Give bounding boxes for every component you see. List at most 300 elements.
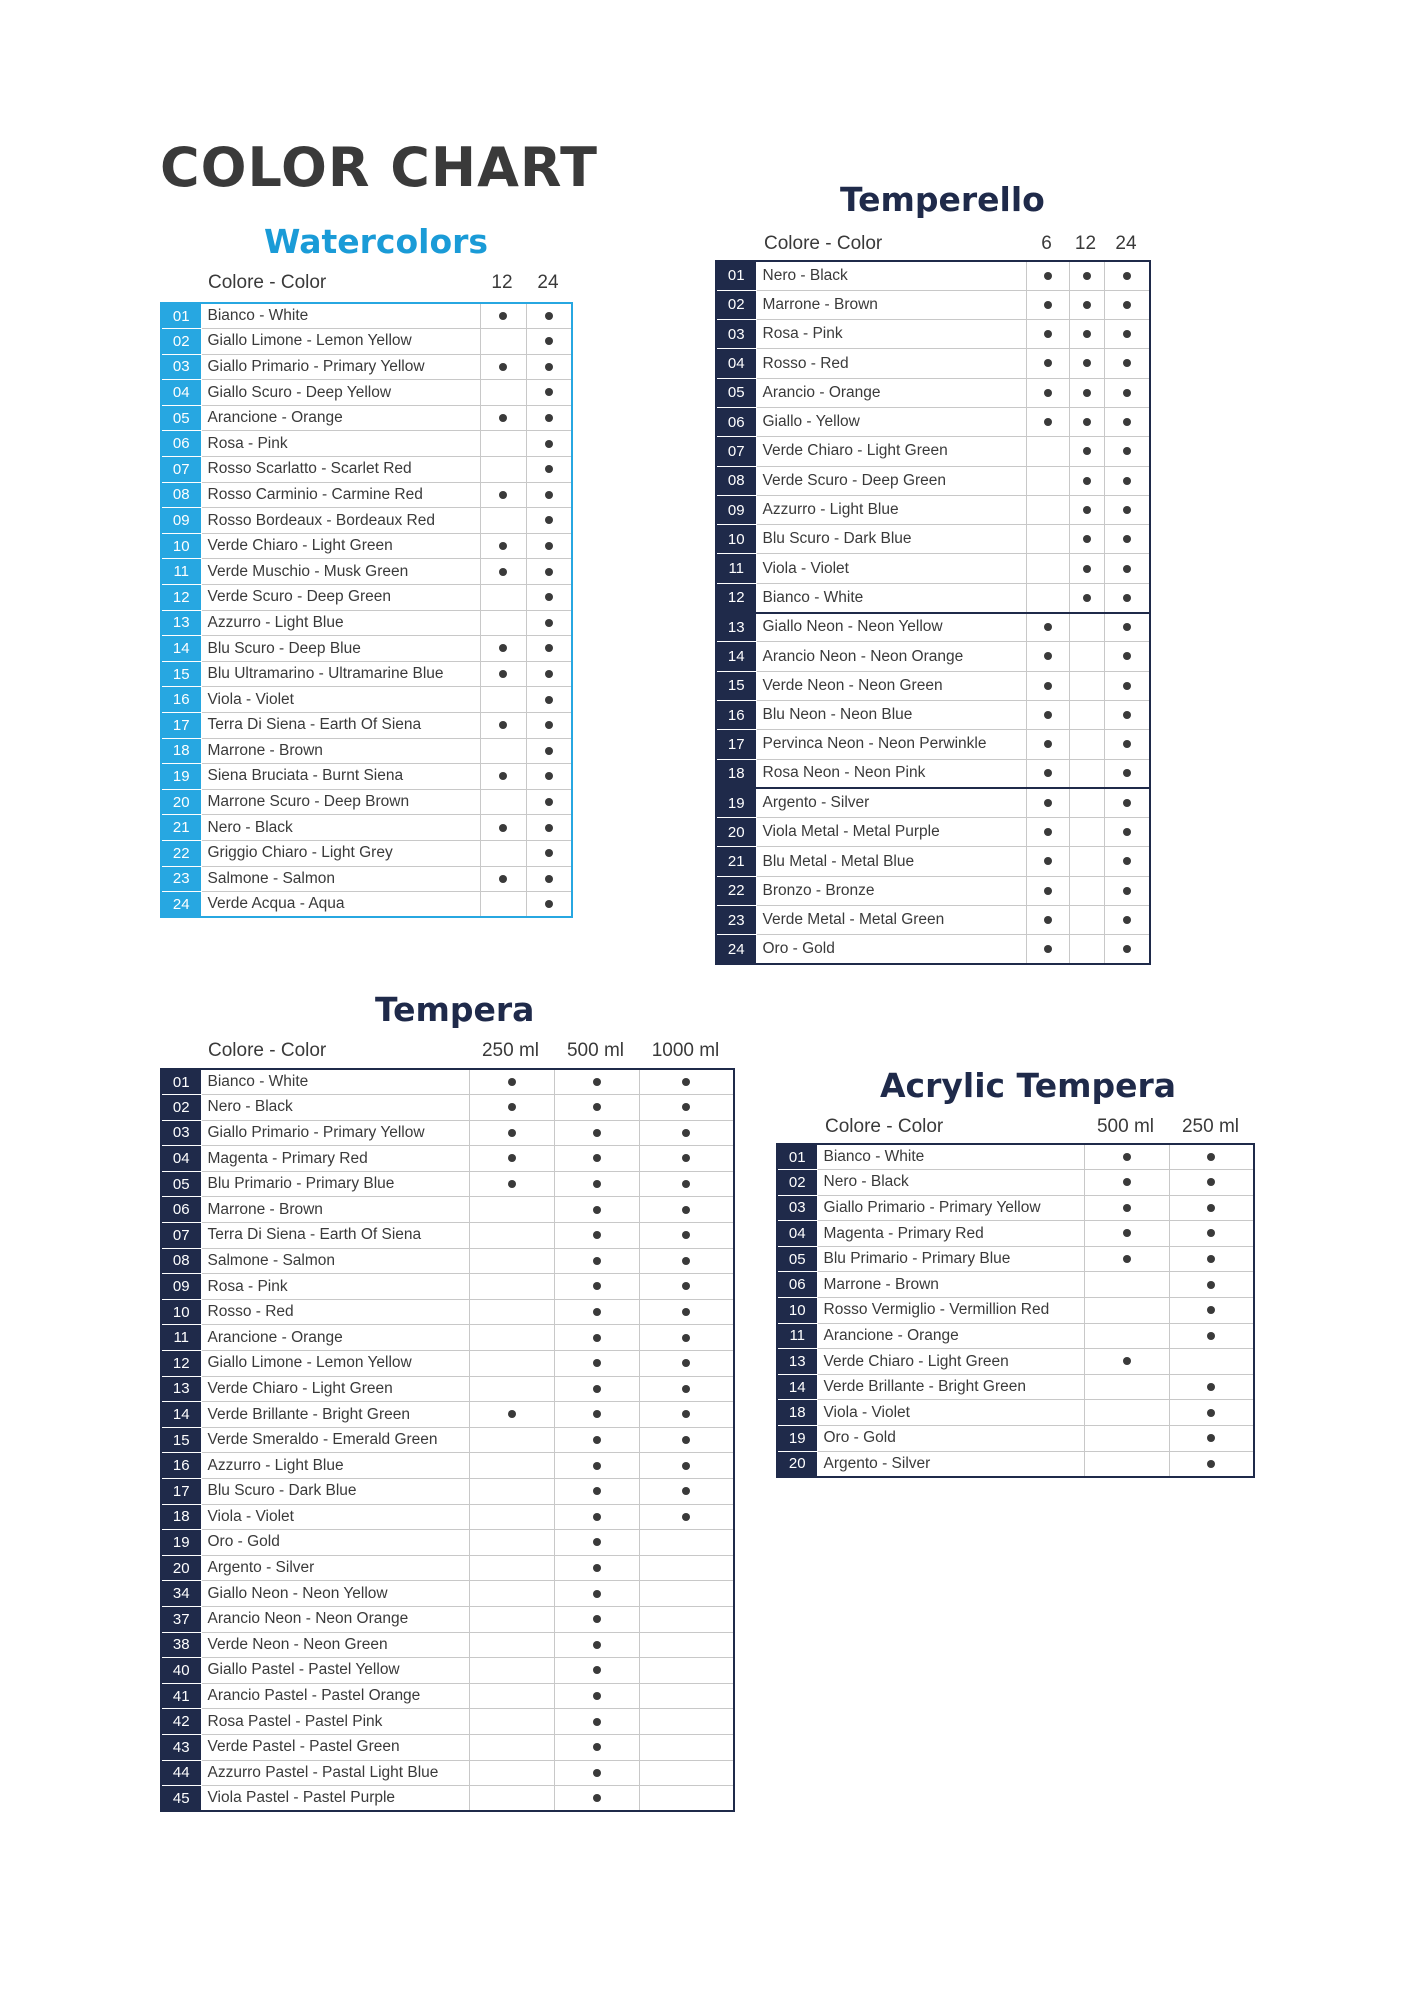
color-number: 19	[161, 764, 201, 790]
availability-cell	[1104, 906, 1150, 935]
color-name: Terra Di Siena - Earth Of Siena	[201, 1223, 469, 1249]
availability-cell	[554, 1351, 639, 1377]
availability-cell	[469, 1555, 554, 1581]
availability-cell	[469, 1734, 554, 1760]
color-name: Verde Scuro - Deep Green	[201, 585, 480, 611]
availability-cell	[639, 1504, 734, 1530]
availability-cell	[1069, 847, 1104, 876]
available-dot-icon	[545, 363, 553, 371]
available-dot-icon	[1123, 535, 1131, 543]
availability-cell	[526, 866, 572, 892]
availability-cell	[480, 508, 526, 534]
availability-cell	[1069, 642, 1104, 671]
available-dot-icon	[1044, 945, 1052, 953]
availability-cell	[469, 1299, 554, 1325]
availability-cell	[1169, 1298, 1254, 1324]
availability-cell	[554, 1171, 639, 1197]
available-dot-icon	[593, 1513, 601, 1521]
color-name: Blu Scuro - Dark Blue	[756, 525, 1026, 554]
availability-cell	[526, 892, 572, 918]
available-dot-icon	[682, 1410, 690, 1418]
color-number: 12	[716, 583, 756, 612]
available-dot-icon	[682, 1129, 690, 1137]
available-dot-icon	[1123, 1178, 1131, 1186]
table-row	[777, 1195, 1254, 1221]
watercolors-size-header: 24	[537, 272, 559, 293]
availability-cell	[554, 1709, 639, 1735]
available-dot-icon	[545, 772, 553, 780]
availability-cell	[554, 1069, 639, 1095]
availability-cell	[469, 1376, 554, 1402]
available-dot-icon	[593, 1462, 601, 1470]
available-dot-icon	[1044, 711, 1052, 719]
table-row	[161, 815, 572, 841]
available-dot-icon	[593, 1206, 601, 1214]
color-name: Bianco - White	[817, 1144, 1084, 1170]
color-number: 11	[716, 554, 756, 583]
availability-cell	[1026, 378, 1069, 407]
available-dot-icon	[499, 875, 507, 883]
available-dot-icon	[1083, 272, 1091, 280]
color-name: Nero - Black	[201, 815, 480, 841]
color-number: 06	[161, 431, 201, 457]
color-name: Magenta - Primary Red	[817, 1221, 1084, 1247]
availability-cell	[1026, 788, 1069, 817]
availability-cell	[1104, 642, 1150, 671]
table-row	[777, 1170, 1254, 1196]
availability-cell	[480, 380, 526, 406]
color-name: Blu Scuro - Dark Blue	[201, 1479, 469, 1505]
availability-cell	[1069, 466, 1104, 495]
available-dot-icon	[682, 1282, 690, 1290]
color-number: 02	[716, 290, 756, 319]
availability-cell	[480, 482, 526, 508]
availability-cell	[1026, 730, 1069, 759]
available-dot-icon	[1123, 506, 1131, 514]
availability-cell	[1069, 554, 1104, 583]
availability-cell	[1069, 730, 1104, 759]
color-number: 24	[161, 892, 201, 918]
available-dot-icon	[1123, 389, 1131, 397]
availability-cell	[1084, 1349, 1169, 1375]
availability-cell	[526, 840, 572, 866]
available-dot-icon	[1207, 1383, 1215, 1391]
table-row	[716, 818, 1150, 847]
color-name: Viola - Violet	[201, 1504, 469, 1530]
availability-cell	[469, 1223, 554, 1249]
available-dot-icon	[545, 721, 553, 729]
availability-cell	[639, 1530, 734, 1556]
availability-cell	[1026, 349, 1069, 378]
availability-cell	[526, 329, 572, 355]
table-row	[161, 713, 572, 739]
available-dot-icon	[593, 1282, 601, 1290]
available-dot-icon	[682, 1487, 690, 1495]
availability-cell	[1104, 320, 1150, 349]
available-dot-icon	[499, 670, 507, 678]
availability-cell	[480, 610, 526, 636]
table-row	[161, 508, 572, 534]
available-dot-icon	[1044, 272, 1052, 280]
color-name: Marrone - Brown	[201, 738, 480, 764]
available-dot-icon	[593, 1308, 601, 1316]
availability-cell	[1104, 818, 1150, 847]
availability-cell	[469, 1351, 554, 1377]
color-name: Blu Primario - Primary Blue	[201, 1171, 469, 1197]
available-dot-icon	[682, 1231, 690, 1239]
available-dot-icon	[682, 1308, 690, 1316]
table-row	[716, 261, 1150, 290]
color-name: Verde Chiaro - Light Green	[756, 437, 1026, 466]
availability-cell	[1104, 788, 1150, 817]
available-dot-icon	[499, 824, 507, 832]
table-row	[161, 482, 572, 508]
color-number: 06	[161, 1197, 201, 1223]
available-dot-icon	[1207, 1281, 1215, 1289]
table-row	[161, 738, 572, 764]
availability-cell	[526, 636, 572, 662]
color-name: Viola Pastel - Pastel Purple	[201, 1786, 469, 1812]
table-row	[777, 1272, 1254, 1298]
color-name: Siena Bruciata - Burnt Siena	[201, 764, 480, 790]
table-row	[161, 1427, 734, 1453]
availability-cell	[639, 1402, 734, 1428]
availability-cell	[1104, 730, 1150, 759]
availability-cell	[469, 1402, 554, 1428]
available-dot-icon	[1123, 828, 1131, 836]
availability-cell	[1104, 935, 1150, 964]
color-number: 08	[716, 466, 756, 495]
available-dot-icon	[1123, 418, 1131, 426]
availability-cell	[1084, 1400, 1169, 1426]
available-dot-icon	[545, 900, 553, 908]
available-dot-icon	[1083, 301, 1091, 309]
color-name: Rosa Neon - Neon Pink	[756, 759, 1026, 788]
color-number: 02	[777, 1170, 817, 1196]
availability-cell	[554, 1504, 639, 1530]
availability-cell	[1069, 759, 1104, 788]
available-dot-icon	[1207, 1229, 1215, 1237]
availability-cell	[1104, 261, 1150, 290]
availability-cell	[480, 661, 526, 687]
available-dot-icon	[1083, 418, 1091, 426]
color-number: 18	[777, 1400, 817, 1426]
table-row	[716, 906, 1150, 935]
available-dot-icon	[508, 1129, 516, 1137]
availability-cell	[480, 764, 526, 790]
availability-cell	[480, 789, 526, 815]
availability-cell	[1026, 320, 1069, 349]
color-number: 16	[161, 687, 201, 713]
color-number: 12	[161, 585, 201, 611]
availability-cell	[469, 1120, 554, 1146]
available-dot-icon	[545, 696, 553, 704]
color-number: 05	[716, 378, 756, 407]
color-name: Verde Chiaro - Light Green	[201, 533, 480, 559]
watercolors-title: Watercolors	[264, 222, 489, 261]
availability-cell	[526, 354, 572, 380]
available-dot-icon	[1044, 916, 1052, 924]
table-row	[161, 533, 572, 559]
availability-cell	[480, 713, 526, 739]
color-name: Argento - Silver	[201, 1555, 469, 1581]
temperello-size-header: 12	[1074, 233, 1097, 254]
color-number: 40	[161, 1658, 201, 1684]
availability-cell	[480, 559, 526, 585]
availability-cell	[639, 1325, 734, 1351]
availability-cell	[469, 1248, 554, 1274]
color-number: 19	[161, 1530, 201, 1556]
availability-cell	[554, 1786, 639, 1812]
availability-cell	[526, 303, 572, 329]
color-name: Azzurro - Light Blue	[201, 1453, 469, 1479]
color-number: 15	[161, 661, 201, 687]
color-number: 41	[161, 1683, 201, 1709]
color-number: 01	[161, 303, 201, 329]
color-number: 19	[716, 788, 756, 817]
color-name: Arancio Pastel - Pastel Orange	[201, 1683, 469, 1709]
availability-cell	[1104, 349, 1150, 378]
color-number: 05	[161, 405, 201, 431]
available-dot-icon	[499, 568, 507, 576]
availability-cell	[480, 738, 526, 764]
availability-cell	[526, 789, 572, 815]
availability-cell	[554, 1658, 639, 1684]
color-number: 05	[161, 1171, 201, 1197]
availability-cell	[1069, 876, 1104, 905]
color-name: Azzurro Pastel - Pastal Light Blue	[201, 1760, 469, 1786]
color-number: 37	[161, 1606, 201, 1632]
available-dot-icon	[1044, 359, 1052, 367]
availability-cell	[554, 1760, 639, 1786]
table-row	[161, 661, 572, 687]
available-dot-icon	[593, 1615, 601, 1623]
available-dot-icon	[1123, 769, 1131, 777]
color-number: 42	[161, 1709, 201, 1735]
table-row	[161, 840, 572, 866]
available-dot-icon	[1123, 945, 1131, 953]
available-dot-icon	[1123, 887, 1131, 895]
color-name: Arancione - Orange	[201, 1325, 469, 1351]
availability-cell	[554, 1479, 639, 1505]
table-row	[161, 303, 572, 329]
table-row	[161, 1606, 734, 1632]
availability-cell	[1026, 554, 1069, 583]
table-row	[716, 407, 1150, 436]
table-row	[716, 495, 1150, 524]
availability-cell	[480, 815, 526, 841]
available-dot-icon	[1207, 1255, 1215, 1263]
available-dot-icon	[499, 491, 507, 499]
availability-cell	[1069, 495, 1104, 524]
available-dot-icon	[682, 1334, 690, 1342]
table-row	[716, 613, 1150, 642]
color-number: 10	[161, 533, 201, 559]
availability-cell	[480, 840, 526, 866]
availability-cell	[1069, 935, 1104, 964]
availability-cell	[526, 610, 572, 636]
available-dot-icon	[1044, 682, 1052, 690]
available-dot-icon	[593, 1718, 601, 1726]
color-number: 22	[716, 876, 756, 905]
table-row	[716, 730, 1150, 759]
color-name: Verde Neon - Neon Green	[756, 671, 1026, 700]
availability-cell	[469, 1479, 554, 1505]
availability-cell	[554, 1248, 639, 1274]
color-name: Verde Neon - Neon Green	[201, 1632, 469, 1658]
acrylic-tempera-color-header: Colore - Color	[825, 1116, 944, 1137]
color-name: Marrone Scuro - Deep Brown	[201, 789, 480, 815]
table-row	[716, 788, 1150, 817]
table-row	[161, 329, 572, 355]
color-name: Rosa - Pink	[201, 1274, 469, 1300]
color-number: 09	[716, 495, 756, 524]
color-name: Blu Scuro - Deep Blue	[201, 636, 480, 662]
tempera-color-header: Colore - Color	[208, 1040, 327, 1061]
availability-cell	[1169, 1195, 1254, 1221]
table-row	[716, 759, 1150, 788]
color-name: Giallo Scuro - Deep Yellow	[201, 380, 480, 406]
acrylic-tempera-table	[776, 1143, 1255, 1478]
color-number: 14	[161, 636, 201, 662]
available-dot-icon	[1083, 447, 1091, 455]
table-row	[161, 1632, 734, 1658]
table-row	[777, 1349, 1254, 1375]
color-number: 20	[777, 1451, 817, 1477]
available-dot-icon	[1083, 594, 1091, 602]
temperello-table	[715, 260, 1151, 965]
table-row	[161, 457, 572, 483]
availability-cell	[1104, 466, 1150, 495]
available-dot-icon	[1207, 1178, 1215, 1186]
color-name: Azzurro - Light Blue	[201, 610, 480, 636]
color-name: Oro - Gold	[817, 1426, 1084, 1452]
color-name: Marrone - Brown	[817, 1272, 1084, 1298]
table-row	[716, 700, 1150, 729]
availability-cell	[469, 1530, 554, 1556]
available-dot-icon	[508, 1180, 516, 1188]
availability-cell	[1026, 671, 1069, 700]
color-name: Arancione - Orange	[817, 1323, 1084, 1349]
available-dot-icon	[545, 337, 553, 345]
availability-cell	[1069, 349, 1104, 378]
tempera-title: Tempera	[375, 990, 535, 1029]
color-name: Rosso - Red	[756, 349, 1026, 378]
availability-cell	[526, 585, 572, 611]
availability-cell	[469, 1606, 554, 1632]
available-dot-icon	[1123, 740, 1131, 748]
availability-cell	[639, 1658, 734, 1684]
available-dot-icon	[682, 1154, 690, 1162]
availability-cell	[554, 1402, 639, 1428]
table-row	[716, 671, 1150, 700]
availability-cell	[639, 1120, 734, 1146]
available-dot-icon	[1044, 857, 1052, 865]
availability-cell	[639, 1223, 734, 1249]
availability-cell	[1084, 1298, 1169, 1324]
availability-cell	[480, 329, 526, 355]
color-name: Rosso Carminio - Carmine Red	[201, 482, 480, 508]
color-name: Bronzo - Bronze	[756, 876, 1026, 905]
color-number: 09	[161, 508, 201, 534]
table-row	[161, 1658, 734, 1684]
table-row	[161, 1069, 734, 1095]
availability-cell	[480, 533, 526, 559]
color-name: Giallo - Yellow	[756, 407, 1026, 436]
available-dot-icon	[1207, 1409, 1215, 1417]
availability-cell	[1069, 407, 1104, 436]
color-name: Verde Chiaro - Light Green	[817, 1349, 1084, 1375]
color-number: 02	[161, 1095, 201, 1121]
table-row	[716, 876, 1150, 905]
available-dot-icon	[593, 1410, 601, 1418]
color-number: 01	[777, 1144, 817, 1170]
availability-cell	[1069, 320, 1104, 349]
available-dot-icon	[545, 414, 553, 422]
available-dot-icon	[499, 772, 507, 780]
availability-cell	[1104, 407, 1150, 436]
table-row	[161, 789, 572, 815]
availability-cell	[526, 482, 572, 508]
color-number: 03	[161, 354, 201, 380]
availability-cell	[639, 1453, 734, 1479]
color-name: Giallo Neon - Neon Yellow	[201, 1581, 469, 1607]
availability-cell	[639, 1274, 734, 1300]
availability-cell	[639, 1786, 734, 1812]
tempera-size-header: 250 ml	[481, 1040, 540, 1061]
available-dot-icon	[682, 1180, 690, 1188]
availability-cell	[469, 1504, 554, 1530]
availability-cell	[639, 1069, 734, 1095]
available-dot-icon	[508, 1103, 516, 1111]
color-name: Verde Chiaro - Light Green	[201, 1376, 469, 1402]
color-number: 13	[716, 613, 756, 642]
available-dot-icon	[593, 1564, 601, 1572]
available-dot-icon	[1044, 799, 1052, 807]
available-dot-icon	[508, 1410, 516, 1418]
table-row	[161, 1479, 734, 1505]
table-row	[161, 585, 572, 611]
color-number: 01	[161, 1069, 201, 1095]
availability-cell	[480, 585, 526, 611]
color-number: 45	[161, 1786, 201, 1812]
table-row	[161, 1581, 734, 1607]
available-dot-icon	[545, 516, 553, 524]
color-name: Giallo Primario - Primary Yellow	[201, 354, 480, 380]
watercolors-color-header: Colore - Color	[208, 272, 327, 293]
color-number: 17	[716, 730, 756, 759]
availability-cell	[554, 1606, 639, 1632]
color-name: Nero - Black	[756, 261, 1026, 290]
availability-cell	[1069, 671, 1104, 700]
availability-cell	[554, 1146, 639, 1172]
table-row	[161, 1274, 734, 1300]
color-number: 21	[716, 847, 756, 876]
available-dot-icon	[593, 1538, 601, 1546]
table-row	[777, 1221, 1254, 1247]
color-number: 20	[716, 818, 756, 847]
availability-cell	[469, 1453, 554, 1479]
table-row	[161, 1146, 734, 1172]
color-name: Terra Di Siena - Earth Of Siena	[201, 713, 480, 739]
availability-cell	[469, 1581, 554, 1607]
availability-cell	[1104, 671, 1150, 700]
color-number: 10	[777, 1298, 817, 1324]
availability-cell	[1069, 906, 1104, 935]
color-name: Nero - Black	[817, 1170, 1084, 1196]
availability-cell	[554, 1734, 639, 1760]
availability-cell	[1069, 525, 1104, 554]
